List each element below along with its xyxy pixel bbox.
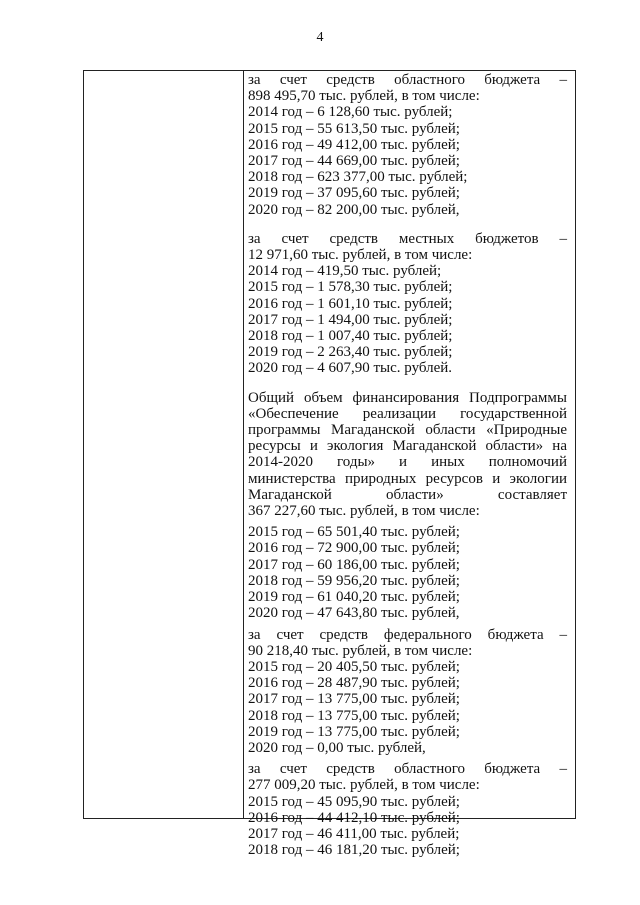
block-line: 2020 год – 47 643,80 тыс. рублей, [248, 605, 460, 622]
block-line: 2016 год – 28 487,90 тыс. рублей; [248, 675, 460, 692]
block-line: 90 218,40 тыс. рублей, в том числе: [248, 642, 473, 659]
paragraph-line: 2014-2020 годы» и иных полномочий [248, 454, 567, 471]
block-line: 898 495,70 тыс. рублей, в том числе: [248, 88, 480, 105]
paragraph-line: министерства природных ресурсов и экологии [248, 470, 567, 487]
paragraph-line: Общий объем финансирования Подпрограммы [248, 389, 567, 406]
paragraph-line: «Обеспечение реализации государственной [248, 405, 567, 422]
block-line: 2019 год – 2 263,40 тыс. рублей; [248, 344, 453, 361]
block-line: 2016 год – 49 412,00 тыс. рублей; [248, 136, 460, 153]
block-line: 2016 год – 1 601,10 тыс. рублей; [248, 295, 453, 312]
paragraph-last-line: 367 227,60 тыс. рублей, в том числе: [248, 503, 480, 520]
block-line: 2018 год – 1 007,40 тыс. рублей; [248, 328, 453, 345]
block-line: 2015 год – 20 405,50 тыс. рублей; [248, 658, 460, 675]
block-line: 2018 год – 623 377,00 тыс. рублей; [248, 169, 468, 186]
block-line: 2018 год – 46 181,20 тыс. рублей; [248, 842, 460, 859]
block-line: 2016 год – 44 412,10 тыс. рублей; [248, 809, 460, 826]
subprogram-yearly-list [248, 524, 567, 621]
block-line: 2018 год – 13 775,00 тыс. рублей; [248, 707, 460, 724]
block-line: 2019 год – 37 095,60 тыс. рублей; [248, 185, 460, 202]
block-line: 2020 год – 0,00 тыс. рублей, [248, 739, 426, 756]
block-line: 2017 год – 60 186,00 тыс. рублей; [248, 556, 460, 573]
block-line: 2015 год – 45 095,90 тыс. рублей; [248, 793, 460, 810]
block-heading: за счет средств областного бюджета – [248, 761, 567, 778]
paragraph-line: ресурсы и экология Магаданской области» на [248, 438, 567, 455]
block-line: 2015 год – 55 613,50 тыс. рублей; [248, 120, 460, 137]
block-heading: за счет средств местных бюджетов – [248, 230, 567, 247]
block-line: 2020 год – 4 607,90 тыс. рублей. [248, 360, 453, 377]
block-line: 12 971,60 тыс. рублей, в том числе: [248, 247, 473, 264]
block-line: 2016 год – 72 900,00 тыс. рублей; [248, 540, 460, 557]
block-line: 2019 год – 61 040,20 тыс. рублей; [248, 589, 460, 606]
block-line: 2017 год – 44 669,00 тыс. рублей; [248, 153, 460, 170]
paragraph-line: Магаданской области» составляет [248, 486, 567, 503]
funding-block-regional [248, 72, 567, 218]
block-heading: за счет средств областного бюджета – [248, 72, 567, 88]
block-line: 2017 год – 13 775,00 тыс. рублей; [248, 691, 460, 708]
document-table [83, 70, 576, 859]
block-line: 277 009,20 тыс. рублей, в том числе: [248, 777, 480, 794]
block-line: 2019 год – 13 775,00 тыс. рублей; [248, 723, 460, 740]
funding-block-federal [248, 627, 567, 757]
block-heading: за счет средств федерального бюджета – [248, 626, 567, 643]
funding-block-local [248, 231, 567, 377]
block-line: 2015 год – 65 501,40 тыс. рублей; [248, 524, 460, 541]
funding-block-regional-2 [248, 761, 567, 858]
block-line: 2015 год – 1 578,30 тыс. рублей; [248, 279, 453, 296]
block-line: 2017 год – 1 494,00 тыс. рублей; [248, 311, 453, 328]
block-line: 2018 год – 59 956,20 тыс. рублей; [248, 572, 460, 589]
block-line: 2014 год – 6 128,60 тыс. рублей; [248, 104, 453, 121]
paragraph-line: программы Магаданской области «Природные [248, 422, 567, 439]
table-left-column [84, 71, 244, 818]
block-line: 2014 год – 419,50 тыс. рублей; [248, 263, 442, 280]
page-number: 4 [316, 30, 324, 45]
subprogram-total-paragraph [248, 390, 567, 520]
block-line: 2017 год – 46 411,00 тыс. рублей; [248, 825, 460, 842]
table-right-column [244, 71, 575, 858]
block-line: 2020 год – 82 200,00 тыс. рублей, [248, 201, 460, 218]
